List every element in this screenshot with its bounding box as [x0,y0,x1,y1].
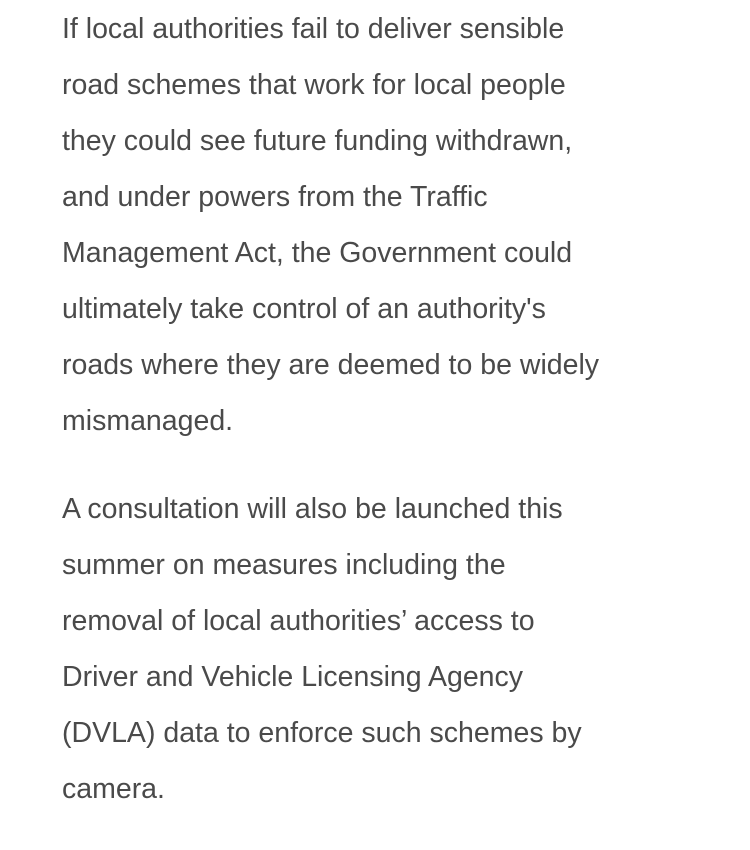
text-line: they could see future funding withdrawn, [62,125,573,157]
text-line: A consultation will also be launched this [62,493,563,525]
text-line: removal of local authorities’ access to [62,605,535,637]
text-line: ultimately take control of an authority's [62,293,546,325]
text-line: If local authorities fail to deliver sensible [62,13,565,45]
text-line: roads where they are deemed to be widely [62,349,600,381]
text-line: summer on measures including the [62,549,506,581]
text-line: Driver and Vehicle Licensing Agency [62,661,524,693]
text-line: mismanaged. [62,405,234,437]
paragraph-funding [62,1,599,449]
text-line: Management Act, the Government could [62,237,573,269]
text-line: road schemes that work for local people [62,69,566,101]
paragraph-consultation [62,481,582,817]
text-line: and under powers from the Traffic [62,181,488,213]
text-line: (DVLA) data to enforce such schemes by [62,717,582,749]
text-line: camera. [62,773,165,805]
